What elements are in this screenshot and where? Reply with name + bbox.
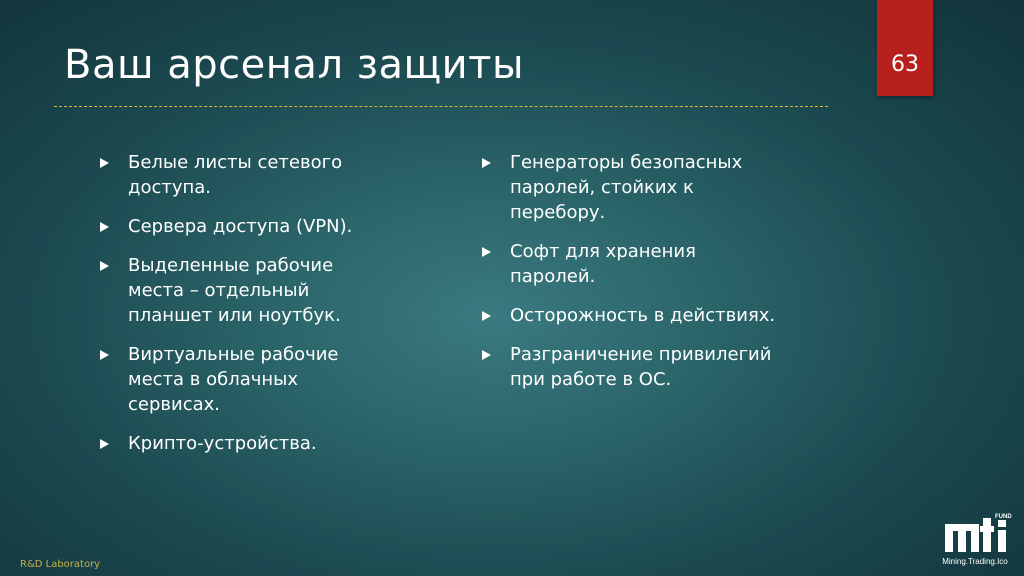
triangle-bullet-icon <box>482 247 491 257</box>
triangle-bullet-icon <box>482 311 491 321</box>
list-item-text: Виртуальные рабочие места в облачных сервисах. <box>128 344 339 415</box>
logo-caption: Mining.Trading.Ico <box>942 557 1008 566</box>
list-item <box>100 431 390 456</box>
page-number-tab <box>877 0 933 96</box>
list-item-text: Выделенные рабочие места – отдельный планшет или ноутбук. <box>128 255 341 326</box>
list-item <box>100 253 390 328</box>
triangle-bullet-icon <box>482 158 491 168</box>
mti-logo-icon <box>945 516 1011 554</box>
list-item-text: Крипто-устройства. <box>128 433 317 454</box>
triangle-bullet-icon <box>100 158 109 168</box>
title-divider <box>54 106 828 107</box>
right-bullet-list <box>482 150 782 406</box>
list-item <box>100 150 390 200</box>
slide-title: Ваш арсенал защиты <box>64 42 525 88</box>
list-item-text: Осторожность в действиях. <box>510 305 776 326</box>
list-item <box>100 214 390 239</box>
list-item-text: Разграничение привилегий при работе в ОС. <box>510 344 772 390</box>
logo-fund-badge: FUND <box>995 514 1012 520</box>
footer-label: R&D Laboratory <box>20 559 101 570</box>
list-item <box>100 342 390 417</box>
mti-fund-logo <box>927 514 1019 574</box>
triangle-bullet-icon <box>100 261 109 271</box>
list-item-text: Сервера доступа (VPN). <box>128 216 353 237</box>
triangle-bullet-icon <box>482 350 491 360</box>
list-item-text: Софт для хранения паролей. <box>510 241 696 287</box>
triangle-bullet-icon <box>100 439 109 449</box>
list-item-text: Белые листы сетевого доступа. <box>128 152 343 198</box>
list-item <box>482 150 782 225</box>
list-item <box>482 342 782 392</box>
list-item-text: Генераторы безопасных паролей, стойких к перебору. <box>510 152 743 223</box>
triangle-bullet-icon <box>100 350 109 360</box>
list-item <box>482 303 782 328</box>
left-bullet-list <box>100 150 390 470</box>
triangle-bullet-icon <box>100 222 109 232</box>
page-number: 63 <box>891 52 919 77</box>
list-item <box>482 239 782 289</box>
